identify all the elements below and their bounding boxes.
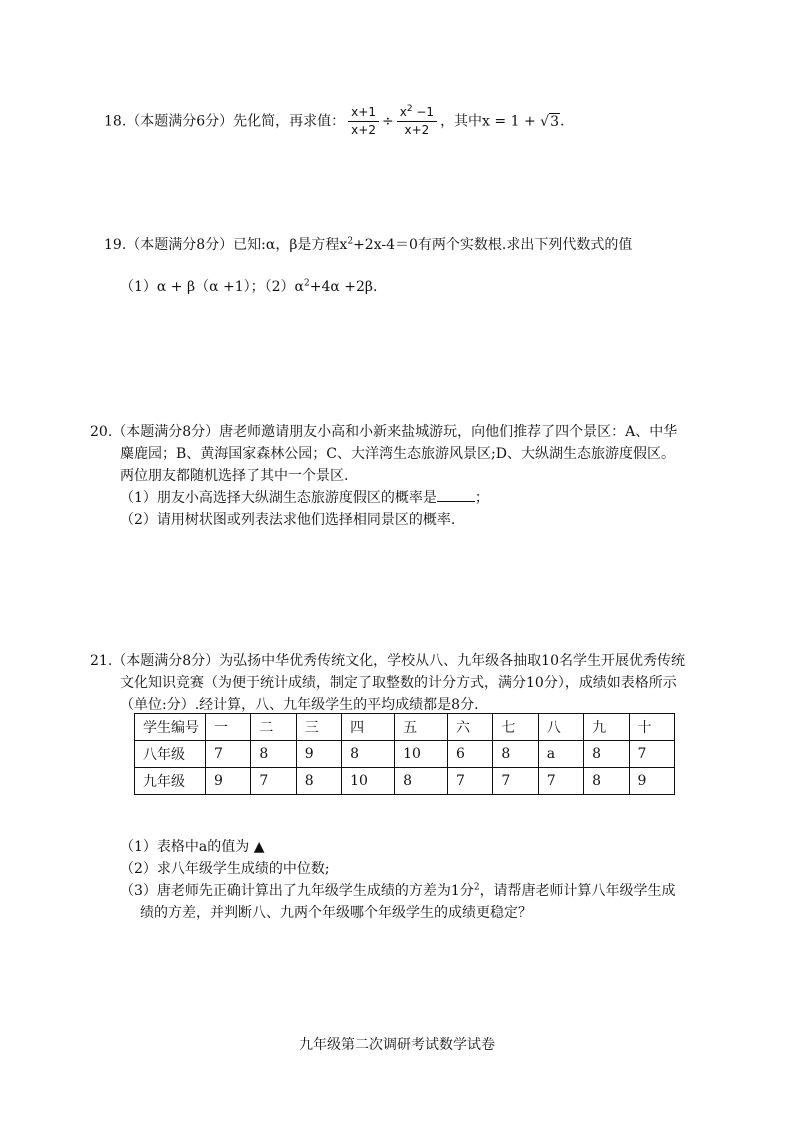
table-cell: 7	[538, 768, 583, 795]
page-footer: 九年级第二次调研考试数学试卷	[299, 1037, 495, 1053]
question-21-sub-1: （1）表格中a的值为 ▲	[120, 839, 265, 855]
table-cell: 七	[493, 714, 538, 741]
table-cell: 9	[206, 768, 251, 795]
question-21-sub-3-line-2: 绩的方差，并判断八、九两个年级哪个年级学生的成绩更稳定？	[140, 905, 532, 921]
table-cell: 四	[342, 714, 395, 741]
table-cell: 9	[296, 741, 341, 768]
q18-label: 18.（本题满分6分）先化简，再求值：	[104, 113, 346, 130]
table-row	[135, 768, 675, 795]
question-21-line-3: （单位:分）.经计算，八、九年级学生的平均成绩都是8分.	[120, 697, 479, 713]
table-cell: 9	[629, 768, 675, 795]
table-cell: 8	[584, 741, 629, 768]
table-cell: 九	[584, 714, 629, 741]
question-21-line-2: 文化知识竞赛（为便于统计成绩，制定了取整数的计分方式，满分10分），成绩如表格所示	[120, 675, 677, 691]
question-20-line-3: 两位朋友都随机选择了其中一个景区.	[120, 468, 349, 484]
table-cell: 7	[629, 741, 675, 768]
table-cell: 6	[448, 741, 493, 768]
question-20-line-1: 20.（本题满分8分）唐老师邀请朋友小高和小新来盐城游玩，向他们推荐了四个景区：A、中华	[90, 424, 678, 440]
table-cell: 10	[342, 768, 395, 795]
question-19-line-2: （1）α + β（α +1）；$(2)\alpha^2+4\alpha +2\beta$.	[120, 278, 378, 295]
table-row	[135, 741, 675, 768]
table-cell: 10	[395, 741, 448, 768]
question-20-sub-2: （2）请用树状图或列表法求他们选择相同景区的概率.	[120, 512, 456, 528]
table-cell: 二	[251, 714, 296, 741]
table-cell: 8	[251, 741, 296, 768]
q18-fraction-1: $\frac{x+1}{x+2}$	[348, 104, 379, 139]
table-cell: 一	[206, 714, 251, 741]
table-cell: 8	[584, 768, 629, 795]
table-cell: 九年级	[135, 768, 206, 795]
question-21-sub-2: （2）求八年级学生成绩的中位数;	[120, 861, 330, 877]
table-cell: 十	[629, 714, 675, 741]
table-cell: 7	[251, 768, 296, 795]
table-cell: 五	[395, 714, 448, 741]
table-cell: 八	[538, 714, 583, 741]
question-18: 18.（本题满分6分）先化简，再求值： $\frac{x+1}{x+2}$ ÷ $\frac{x^2 -1}{x+2}$ ，其中x = 1 + √3.	[104, 104, 565, 137]
table-cell: 学生编号	[135, 714, 206, 741]
table-cell: a	[538, 741, 583, 768]
table-cell: 六	[448, 714, 493, 741]
question-21-line-1: 21.（本题满分8分）为弘扬中华优秀传统文化，学校从八、九年级各抽取10名学生开展优秀传统	[90, 653, 685, 669]
table-cell: 8	[493, 741, 538, 768]
question-20-sub-1: （1）朋友小高选择大纵湖生态旅游度假区的概率是 ；	[120, 487, 489, 507]
table-cell: 7	[206, 741, 251, 768]
question-19-line-1: 19.（本题满分8分）已知:α，β是方程$x^2+2x-4=0$有两个实数根.求出下列代数式的值	[104, 236, 633, 253]
q18-where-text: ，其中x = 1 +	[440, 113, 541, 130]
table-cell: 8	[395, 768, 448, 795]
table-cell: 7	[448, 768, 493, 795]
table-cell: 8	[342, 741, 395, 768]
table-header-row	[135, 714, 675, 741]
table-cell: 三	[296, 714, 341, 741]
question-21-sub-3: （3）唐老师先正确计算出了九年级学生成绩的方差为1分$^2$，请帮唐老师计算八年级学生成	[120, 882, 676, 899]
q18-divide-sign: ÷	[381, 113, 394, 130]
q18-fraction-2: $\frac{x^2 -1}{x+2}$	[397, 104, 437, 139]
table-cell: 8	[296, 768, 341, 795]
table-cell: 7	[493, 768, 538, 795]
q18-sqrt: √3	[540, 113, 559, 130]
answer-blank	[437, 487, 475, 502]
question-20-line-2: 麋鹿园；B、黄海国家森林公园；C、大洋湾生态旅游风景区;D、大纵湖生态旅游度假区。	[120, 446, 675, 462]
table-cell: 八年级	[135, 741, 206, 768]
scores-table	[134, 713, 675, 795]
